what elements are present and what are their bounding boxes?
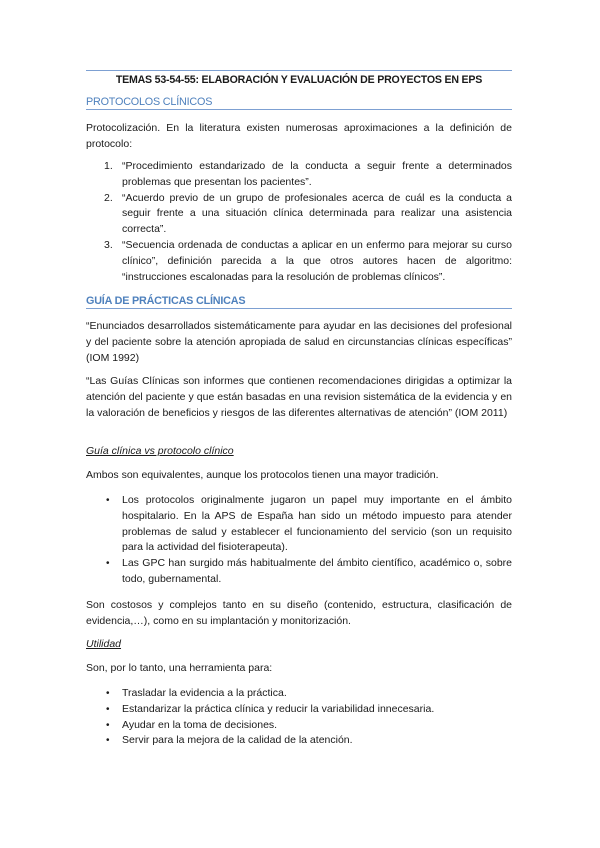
iom-1992-quote: “Enunciados desarrollados sistemáticamente para ayudar en las decisiones del profesional y del paciente sobre la atención apropiada de salud en circunstancias clínicas específicas” (IOM 1992) (86, 320, 512, 364)
cost-paragraph: Son costosos y complejos tanto en su diseño (contenido, estructura, clasificación de evidencia,…), como en su implantación y monitorización. (86, 599, 512, 627)
protocol-intro: Protocolización. En la literatura existen numerosas aproximaciones a la definición de protocolo: (86, 122, 512, 150)
iom-2011-quote: “Las Guías Clínicas son informes que contienen recomendaciones dirigidas a optimizar la atención del paciente y que están basadas en una revision sistemática de la evidencia y en la valoración de beneficios y riesgos de las diferentes alternativas de atención” (IOM 2011) (86, 375, 512, 419)
section-heading-guia: GUÍA DE PRÁCTICAS CLÍNICAS (86, 295, 512, 309)
list-item: • Los protocolos originalmente jugaron un papel muy importante en el ámbito hospitalario. En la APS de España han sido un método impuesto para atender problemas de salud y establecer el funcionamiento del servicio (son un requisito para la actividad del fisioterapeuta). (106, 494, 512, 554)
list-item: • Estandarizar la práctica clínica y reducir la variabilidad innecesaria. (106, 702, 435, 715)
list-item: 1. “Procedimiento estandarizado de la conducta a seguir frente a determinados problemas que presentan los pacientes”. (104, 160, 512, 188)
subheading-guia-vs-protocolo: Guía clínica vs protocolo clínico (86, 445, 234, 457)
document-title: TEMAS 53-54-55: ELABORACIÓN Y EVALUACIÓN DE PROYECTOS EN EPS (115, 74, 483, 86)
comparison-bullets (86, 493, 512, 588)
protocol-definitions-list (86, 159, 512, 285)
title-rule (86, 70, 512, 71)
list-item: 3. “Secuencia ordenada de conductas a aplicar en un enfermo para mejorar su curso clínico”, definición parecida a la que otros autores hacen de algoritmo: “instrucciones escalonadas para la resolución de problemas clínicos”. (104, 238, 512, 283)
subheading-utilidad: Utilidad (86, 638, 122, 650)
list-item: • Trasladar la evidencia a la práctica. (106, 687, 287, 699)
list-item: • Las GPC han surgido más habitualmente del ámbito científico, académico o, sobre todo, gubernamental. (106, 557, 512, 585)
utility-intro: Son, por lo tanto, una herramienta para: (86, 662, 273, 674)
list-item: • Servir para la mejora de la calidad de la atención. (106, 734, 353, 747)
equivalence-paragraph: Ambos son equivalentes, aunque los protocolos tienen una mayor tradición. (86, 469, 439, 481)
utility-bullets (86, 686, 512, 749)
list-item: • Ayudar en la toma de decisiones. (106, 718, 278, 731)
section-heading-protocolos: PROTOCOLOS CLÍNICOS (86, 96, 512, 110)
list-item: 2. “Acuerdo previo de un grupo de profesionales acerca de cuál es la conducta a seguir frente a una situación clínica determinada para realizar una asistencia correcta”. (104, 191, 512, 236)
